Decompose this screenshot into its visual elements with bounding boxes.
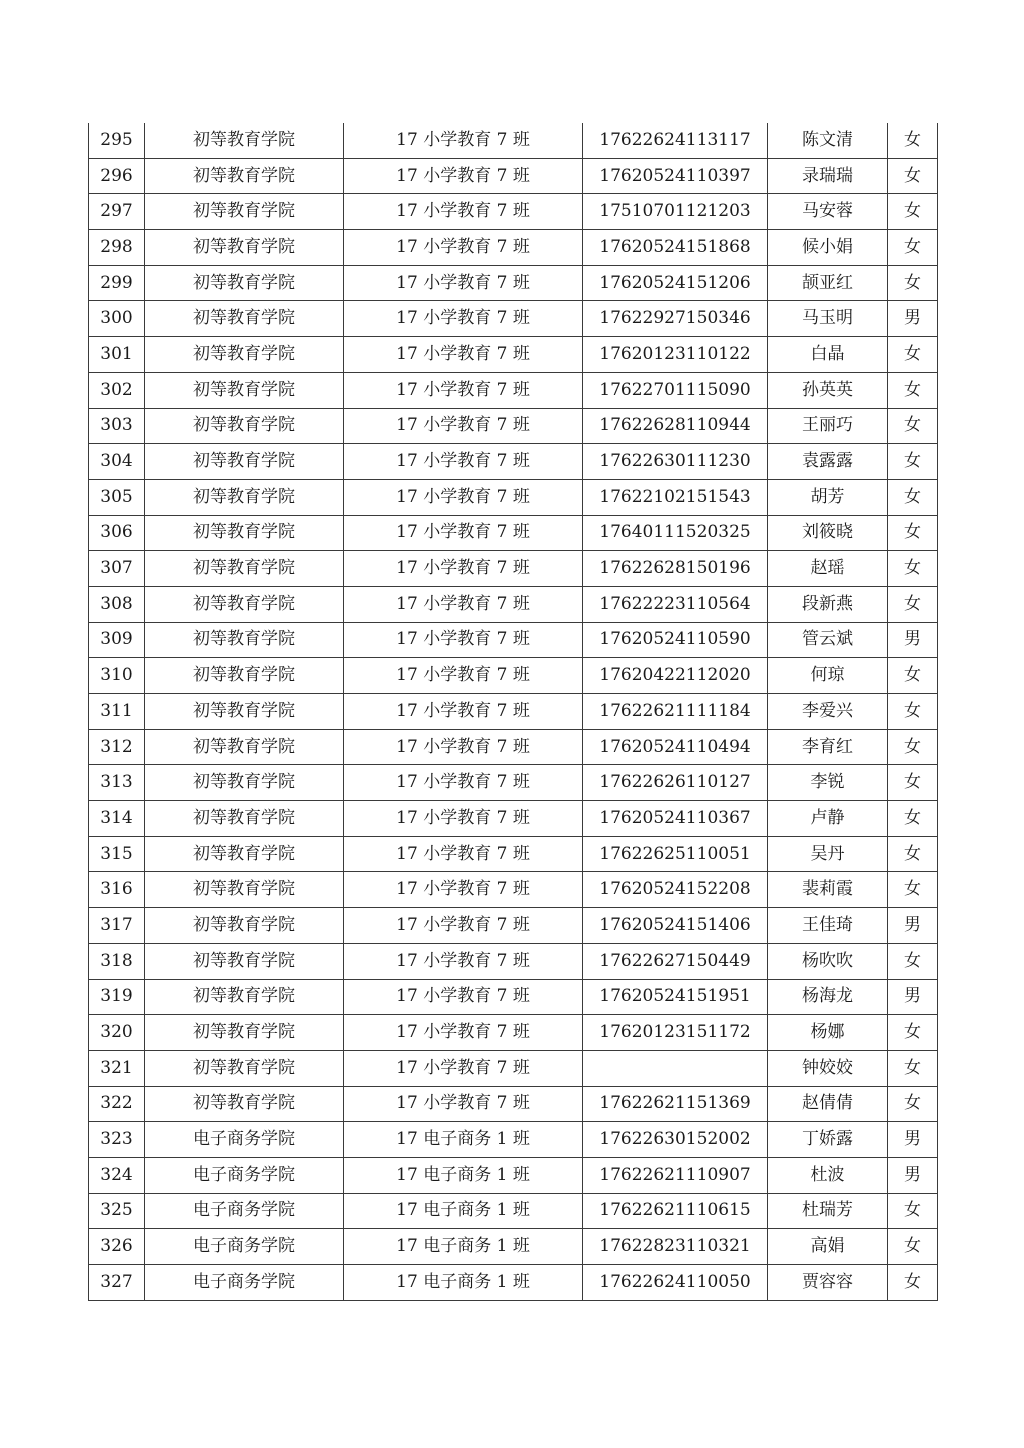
student-name-cell: 陈文清 xyxy=(768,123,888,158)
gender-cell: 女 xyxy=(888,729,938,765)
college-cell: 电子商务学院 xyxy=(145,1157,344,1193)
row-number-cell: 311 xyxy=(89,694,145,730)
class-cell: 17 小学教育 7 班 xyxy=(344,408,583,444)
table-row xyxy=(89,694,938,730)
class-cell: 17 小学教育 7 班 xyxy=(344,301,583,337)
student-id-cell: 17620422112020 xyxy=(583,658,768,694)
student-id-cell: 17620524151951 xyxy=(583,979,768,1015)
college-cell: 初等教育学院 xyxy=(145,1086,344,1122)
college-cell: 初等教育学院 xyxy=(145,765,344,801)
college-cell: 初等教育学院 xyxy=(145,694,344,730)
class-cell: 17 电子商务 1 班 xyxy=(344,1122,583,1158)
row-number-cell: 298 xyxy=(89,230,145,266)
student-name-cell: 段新燕 xyxy=(768,586,888,622)
college-cell: 初等教育学院 xyxy=(145,372,344,408)
student-id-cell: 17620524151868 xyxy=(583,230,768,266)
gender-cell: 女 xyxy=(888,444,938,480)
student-id-cell: 17620524151206 xyxy=(583,265,768,301)
student-id-cell: 17622823110321 xyxy=(583,1229,768,1265)
class-cell: 17 小学教育 7 班 xyxy=(344,479,583,515)
college-cell: 初等教育学院 xyxy=(145,729,344,765)
student-name-cell: 李锐 xyxy=(768,765,888,801)
table-row xyxy=(89,1157,938,1193)
gender-cell: 女 xyxy=(888,479,938,515)
college-cell: 初等教育学院 xyxy=(145,836,344,872)
table-row xyxy=(89,1050,938,1086)
gender-cell: 男 xyxy=(888,622,938,658)
college-cell: 初等教育学院 xyxy=(145,943,344,979)
class-cell: 17 小学教育 7 班 xyxy=(344,694,583,730)
class-cell: 17 小学教育 7 班 xyxy=(344,979,583,1015)
student-id-cell: 17620123151172 xyxy=(583,1015,768,1051)
table-row xyxy=(89,123,938,158)
class-cell: 17 小学教育 7 班 xyxy=(344,908,583,944)
row-number-cell: 302 xyxy=(89,372,145,408)
college-cell: 初等教育学院 xyxy=(145,265,344,301)
student-roster-table xyxy=(88,123,938,1301)
college-cell: 初等教育学院 xyxy=(145,515,344,551)
table-row xyxy=(89,1193,938,1229)
student-name-cell: 白晶 xyxy=(768,337,888,373)
table-row xyxy=(89,1015,938,1051)
student-id-cell: 17622102151543 xyxy=(583,479,768,515)
student-id-cell: 17640111520325 xyxy=(583,515,768,551)
gender-cell: 女 xyxy=(888,1050,938,1086)
row-number-cell: 324 xyxy=(89,1157,145,1193)
student-name-cell: 孙英英 xyxy=(768,372,888,408)
student-id-cell: 17622625110051 xyxy=(583,836,768,872)
class-cell: 17 小学教育 7 班 xyxy=(344,622,583,658)
class-cell: 17 小学教育 7 班 xyxy=(344,123,583,158)
student-name-cell: 管云斌 xyxy=(768,622,888,658)
gender-cell: 女 xyxy=(888,337,938,373)
student-id-cell: 17622626110127 xyxy=(583,765,768,801)
class-cell: 17 小学教育 7 班 xyxy=(344,515,583,551)
gender-cell: 女 xyxy=(888,515,938,551)
table-row xyxy=(89,301,938,337)
gender-cell: 女 xyxy=(888,158,938,194)
student-name-cell: 赵瑶 xyxy=(768,551,888,587)
table-row xyxy=(89,194,938,230)
student-name-cell: 马玉明 xyxy=(768,301,888,337)
class-cell: 17 小学教育 7 班 xyxy=(344,372,583,408)
class-cell: 17 小学教育 7 班 xyxy=(344,765,583,801)
row-number-cell: 321 xyxy=(89,1050,145,1086)
class-cell: 17 电子商务 1 班 xyxy=(344,1265,583,1301)
row-number-cell: 320 xyxy=(89,1015,145,1051)
student-id-cell: 17620524152208 xyxy=(583,872,768,908)
class-cell: 17 小学教育 7 班 xyxy=(344,551,583,587)
row-number-cell: 295 xyxy=(89,123,145,158)
student-id-cell: 17622927150346 xyxy=(583,301,768,337)
student-id-cell: 17620524110367 xyxy=(583,801,768,837)
class-cell: 17 小学教育 7 班 xyxy=(344,943,583,979)
college-cell: 初等教育学院 xyxy=(145,801,344,837)
row-number-cell: 312 xyxy=(89,729,145,765)
student-name-cell: 杨娜 xyxy=(768,1015,888,1051)
gender-cell: 女 xyxy=(888,408,938,444)
gender-cell: 女 xyxy=(888,836,938,872)
gender-cell: 女 xyxy=(888,230,938,266)
gender-cell: 女 xyxy=(888,372,938,408)
table-row xyxy=(89,158,938,194)
row-number-cell: 297 xyxy=(89,194,145,230)
table-row xyxy=(89,1229,938,1265)
table-row xyxy=(89,872,938,908)
student-id-cell: 17622628150196 xyxy=(583,551,768,587)
class-cell: 17 小学教育 7 班 xyxy=(344,158,583,194)
row-number-cell: 305 xyxy=(89,479,145,515)
gender-cell: 女 xyxy=(888,1086,938,1122)
class-cell: 17 电子商务 1 班 xyxy=(344,1193,583,1229)
student-name-cell: 李育红 xyxy=(768,729,888,765)
college-cell: 初等教育学院 xyxy=(145,123,344,158)
table-row xyxy=(89,836,938,872)
row-number-cell: 319 xyxy=(89,979,145,1015)
student-name-cell: 杨海龙 xyxy=(768,979,888,1015)
class-cell: 17 小学教育 7 班 xyxy=(344,729,583,765)
college-cell: 初等教育学院 xyxy=(145,622,344,658)
row-number-cell: 318 xyxy=(89,943,145,979)
student-id-cell: 17620524110590 xyxy=(583,622,768,658)
gender-cell: 女 xyxy=(888,801,938,837)
class-cell: 17 小学教育 7 班 xyxy=(344,194,583,230)
student-name-cell: 高娟 xyxy=(768,1229,888,1265)
college-cell: 初等教育学院 xyxy=(145,908,344,944)
table-row xyxy=(89,801,938,837)
student-name-cell: 王丽巧 xyxy=(768,408,888,444)
student-id-cell: 17622223110564 xyxy=(583,586,768,622)
college-cell: 初等教育学院 xyxy=(145,158,344,194)
row-number-cell: 327 xyxy=(89,1265,145,1301)
gender-cell: 女 xyxy=(888,586,938,622)
class-cell: 17 小学教育 7 班 xyxy=(344,836,583,872)
table-row xyxy=(89,765,938,801)
row-number-cell: 310 xyxy=(89,658,145,694)
student-name-cell: 丁娇露 xyxy=(768,1122,888,1158)
class-cell: 17 小学教育 7 班 xyxy=(344,801,583,837)
row-number-cell: 304 xyxy=(89,444,145,480)
college-cell: 电子商务学院 xyxy=(145,1122,344,1158)
gender-cell: 男 xyxy=(888,301,938,337)
college-cell: 电子商务学院 xyxy=(145,1265,344,1301)
student-name-cell: 刘筱晓 xyxy=(768,515,888,551)
student-id-cell: 17620524151406 xyxy=(583,908,768,944)
college-cell: 初等教育学院 xyxy=(145,337,344,373)
student-name-cell: 杜瑞芳 xyxy=(768,1193,888,1229)
gender-cell: 女 xyxy=(888,1265,938,1301)
row-number-cell: 323 xyxy=(89,1122,145,1158)
row-number-cell: 325 xyxy=(89,1193,145,1229)
gender-cell: 女 xyxy=(888,194,938,230)
table-row xyxy=(89,551,938,587)
gender-cell: 女 xyxy=(888,694,938,730)
gender-cell: 女 xyxy=(888,123,938,158)
student-id-cell: 17622630111230 xyxy=(583,444,768,480)
gender-cell: 男 xyxy=(888,908,938,944)
table-row xyxy=(89,1086,938,1122)
student-id-cell: 17620123110122 xyxy=(583,337,768,373)
table-row xyxy=(89,408,938,444)
college-cell: 初等教育学院 xyxy=(145,872,344,908)
student-name-cell: 杨吹吹 xyxy=(768,943,888,979)
class-cell: 17 电子商务 1 班 xyxy=(344,1229,583,1265)
student-id-cell: 17622621111184 xyxy=(583,694,768,730)
class-cell: 17 小学教育 7 班 xyxy=(344,1050,583,1086)
student-id-cell: 17622701115090 xyxy=(583,372,768,408)
table-row xyxy=(89,1265,938,1301)
table-row xyxy=(89,943,938,979)
table-row xyxy=(89,979,938,1015)
table-row xyxy=(89,265,938,301)
student-name-cell: 吴丹 xyxy=(768,836,888,872)
student-id-cell: 17622621110615 xyxy=(583,1193,768,1229)
gender-cell: 女 xyxy=(888,658,938,694)
college-cell: 初等教育学院 xyxy=(145,586,344,622)
gender-cell: 女 xyxy=(888,765,938,801)
student-id-cell: 17622621151369 xyxy=(583,1086,768,1122)
gender-cell: 男 xyxy=(888,979,938,1015)
class-cell: 17 小学教育 7 班 xyxy=(344,337,583,373)
student-id-cell: 17622624110050 xyxy=(583,1265,768,1301)
class-cell: 17 小学教育 7 班 xyxy=(344,872,583,908)
gender-cell: 女 xyxy=(888,1193,938,1229)
student-name-cell: 卢静 xyxy=(768,801,888,837)
class-cell: 17 小学教育 7 班 xyxy=(344,265,583,301)
college-cell: 初等教育学院 xyxy=(145,979,344,1015)
table-row xyxy=(89,372,938,408)
college-cell: 初等教育学院 xyxy=(145,1015,344,1051)
row-number-cell: 316 xyxy=(89,872,145,908)
student-name-cell: 录瑞瑞 xyxy=(768,158,888,194)
class-cell: 17 电子商务 1 班 xyxy=(344,1157,583,1193)
student-id-cell: 17620524110397 xyxy=(583,158,768,194)
table-row xyxy=(89,1122,938,1158)
row-number-cell: 296 xyxy=(89,158,145,194)
student-name-cell: 颉亚红 xyxy=(768,265,888,301)
student-id-cell xyxy=(583,1050,768,1086)
table-row xyxy=(89,337,938,373)
student-id-cell: 17622630152002 xyxy=(583,1122,768,1158)
table-row xyxy=(89,658,938,694)
table-row xyxy=(89,479,938,515)
college-cell: 初等教育学院 xyxy=(145,194,344,230)
college-cell: 初等教育学院 xyxy=(145,230,344,266)
college-cell: 初等教育学院 xyxy=(145,301,344,337)
roster-body xyxy=(89,123,938,1300)
student-id-cell: 17622621110907 xyxy=(583,1157,768,1193)
student-id-cell: 17622624113117 xyxy=(583,123,768,158)
college-cell: 电子商务学院 xyxy=(145,1193,344,1229)
table-row xyxy=(89,515,938,551)
row-number-cell: 306 xyxy=(89,515,145,551)
class-cell: 17 小学教育 7 班 xyxy=(344,444,583,480)
student-name-cell: 胡芳 xyxy=(768,479,888,515)
class-cell: 17 小学教育 7 班 xyxy=(344,1086,583,1122)
class-cell: 17 小学教育 7 班 xyxy=(344,230,583,266)
row-number-cell: 322 xyxy=(89,1086,145,1122)
gender-cell: 男 xyxy=(888,1122,938,1158)
class-cell: 17 小学教育 7 班 xyxy=(344,1015,583,1051)
student-name-cell: 杜波 xyxy=(768,1157,888,1193)
student-name-cell: 赵倩倩 xyxy=(768,1086,888,1122)
student-name-cell: 候小娟 xyxy=(768,230,888,266)
row-number-cell: 309 xyxy=(89,622,145,658)
row-number-cell: 299 xyxy=(89,265,145,301)
row-number-cell: 307 xyxy=(89,551,145,587)
student-name-cell: 贾容容 xyxy=(768,1265,888,1301)
gender-cell: 女 xyxy=(888,551,938,587)
row-number-cell: 308 xyxy=(89,586,145,622)
row-number-cell: 317 xyxy=(89,908,145,944)
gender-cell: 女 xyxy=(888,872,938,908)
student-name-cell: 马安蓉 xyxy=(768,194,888,230)
gender-cell: 女 xyxy=(888,1015,938,1051)
college-cell: 初等教育学院 xyxy=(145,444,344,480)
gender-cell: 女 xyxy=(888,943,938,979)
college-cell: 初等教育学院 xyxy=(145,551,344,587)
row-number-cell: 301 xyxy=(89,337,145,373)
college-cell: 初等教育学院 xyxy=(145,658,344,694)
class-cell: 17 小学教育 7 班 xyxy=(344,586,583,622)
student-name-cell: 李爱兴 xyxy=(768,694,888,730)
student-name-cell: 袁露露 xyxy=(768,444,888,480)
gender-cell: 女 xyxy=(888,265,938,301)
row-number-cell: 300 xyxy=(89,301,145,337)
student-name-cell: 王佳琦 xyxy=(768,908,888,944)
class-cell: 17 小学教育 7 班 xyxy=(344,658,583,694)
gender-cell: 男 xyxy=(888,1157,938,1193)
college-cell: 初等教育学院 xyxy=(145,408,344,444)
college-cell: 初等教育学院 xyxy=(145,1050,344,1086)
gender-cell: 女 xyxy=(888,1229,938,1265)
table-row xyxy=(89,908,938,944)
student-id-cell: 17622627150449 xyxy=(583,943,768,979)
college-cell: 电子商务学院 xyxy=(145,1229,344,1265)
table-row xyxy=(89,586,938,622)
table-row xyxy=(89,444,938,480)
student-name-cell: 钟姣姣 xyxy=(768,1050,888,1086)
student-name-cell: 何琼 xyxy=(768,658,888,694)
row-number-cell: 314 xyxy=(89,801,145,837)
student-id-cell: 17510701121203 xyxy=(583,194,768,230)
row-number-cell: 313 xyxy=(89,765,145,801)
student-id-cell: 17620524110494 xyxy=(583,729,768,765)
college-cell: 初等教育学院 xyxy=(145,479,344,515)
row-number-cell: 303 xyxy=(89,408,145,444)
table-row xyxy=(89,622,938,658)
table-row xyxy=(89,230,938,266)
student-name-cell: 裴莉霞 xyxy=(768,872,888,908)
student-id-cell: 17622628110944 xyxy=(583,408,768,444)
row-number-cell: 326 xyxy=(89,1229,145,1265)
row-number-cell: 315 xyxy=(89,836,145,872)
table-row xyxy=(89,729,938,765)
